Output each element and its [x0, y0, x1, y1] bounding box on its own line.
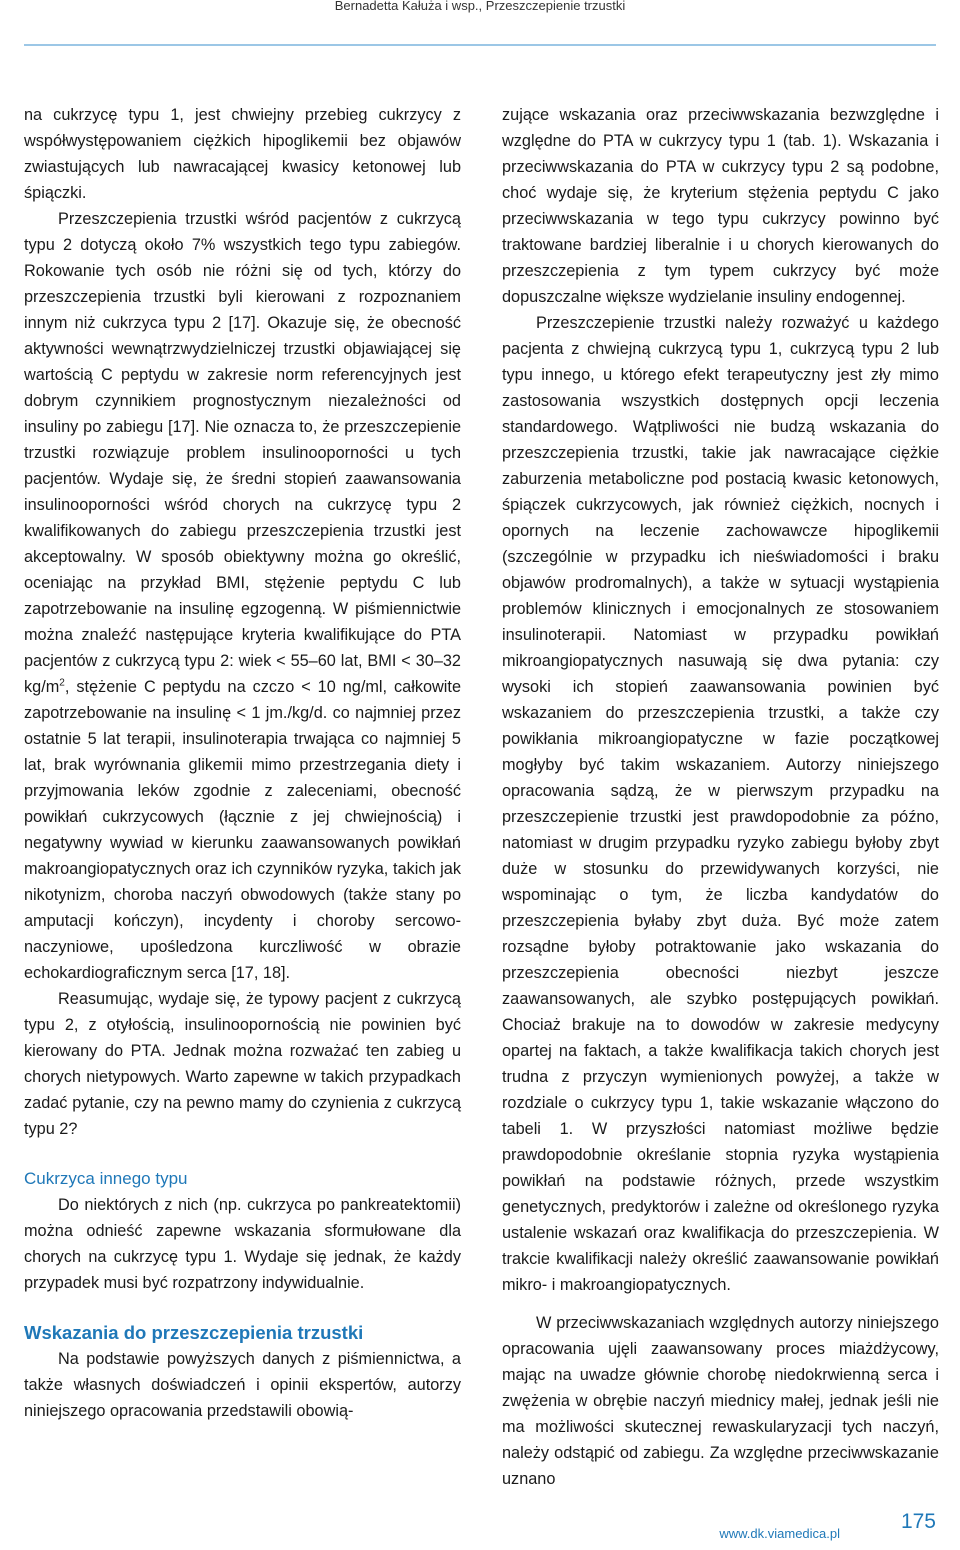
header-rule — [24, 44, 936, 46]
paragraph: Przeszczepienie trzustki należy rozważyć u każdego pacjenta z chwiejną cukrzycą typu 1, cukrzycą typu 2 lub typu innego, u którego efekt terapeutyczny jest zły mimo zastosowania wszystkich dostępnych opcji leczenia standardowego. Wątpliwości nie budzą wskazania do przeszczepienia trzustki, takie jak nawracające ciężkie zaburzenia metaboliczne pod postacią kwasic ketonowych, śpiączek cukrzycowych, jak również ciężkich, nocnych i opornych na leczenie zachowawcze hipoglikemii (szczególnie w przypadku ich nieświadomości i braku objawów prodromalnych), a także w sytuacji wystąpienia problemów klinicznych i emocjonalnych ze stosowaniem insulinoterapii. Natomiast w przypadku powikłań mikroangiopatycznych nasuwają się dwa pytania: czy wysoki ich stopień zaawansowania powinien być wskazaniem do przeszczepienia trzustki, a także czy powikłania mikroangiopatyczne w fazie początkowej mogłyby być takim wskazaniem. Autorzy niniejszego opracowania sądzą, że w pierwszym przypadku na przeszczepienie trzustki jest prawdopodobnie za późno, natomiast w drugim przypadku ryzyko zabiegu byłoby zbyt duże w stosunku do przewidywanych korzyści, nie wspominając o tym, że liczba kandydatów do przeszczepienia byłaby zbyt duża. Być może zatem rozsądne byłoby potraktowanie jako wskazania do przeszczepienia obecności niezbyt jeszcze zaawansowanych, ale szybko postępujących powikłań. Chociaż brakuje na to dowodów w zakresie medycyny opartej na faktach, a także kwalifikacja takich chorych jest trudna z przyczyn wymienionych powyżej, a także w rozdziale o cukrzycy typu 1, takie wskazanie włączono do tabeli 1. W przyszłości natomiast możliwe będzie prawdopodobnie określanie stopnia ryzyka wystąpienia powikłań na podstawie różnych, przede wszystkim genetycznych, predyktorów i zależne od określonego ryzyka ustalenie wskazań oraz kwalifikacja do przeszczepienia. W trakcie kwalifikacji należy określić zaawansowanie powikłań mikro- i makroangiopatycznych. — [502, 314, 939, 1294]
left-column — [24, 102, 461, 1424]
paragraph-text: Przeszczepienia trzustki wśród pacjentów z cukrzycą typu 2 dotyczą około 7% wszystkich tego typu zabiegów. Rokowanie tych osób nie różni się od tych, którzy do przeszczepienia trzustki byli kierowani z rozpoznaniem innym niż cukrzyca typu 2 [17]. Okazuje się, że obecność aktywności wewnątrzwydzielniczej trzustki objawiającej się wartością C peptydu w zakresie norm referencyjnych jest dobrym czynnikiem prognostycznym niezależności od insuliny po zabiegu [17]. Nie oznacza to, że przeszczepienie trzustki rozwiązuje problem insulinooporności u tych pacjentów. Wydaje się, że średni stopień zaawansowania insulinooporności wśród chorych na cukrzycę typu 2 kwalifikowanych do zabiegu przeszczepienia trzustki jest akceptowalny. W sposób obiektywny można go określić, oceniając na przykład BMI, stężenie peptydu C lub zapotrzebowanie na insulinę egzogenną. W piśmiennictwie można znaleźć następujące kryteria kwalifikujące do PTA pacjentów z cukrzycą typu 2: wiek < 55–60 lat, BMI < 30–32 kg/m — [24, 210, 461, 696]
running-head-authors: Bernadetta Kałuża i wsp. — [334, 0, 479, 13]
section-heading: Wskazania do przeszczepienia trzustki — [24, 1322, 364, 1343]
superscript: 2 — [59, 677, 65, 689]
running-head-title: Przeszczepienie trzustki — [485, 0, 626, 13]
running-head-separator: , — [478, 0, 483, 13]
paragraph: Reasumując, wydaje się, że typowy pacjent z cukrzycą typu 2, z otyłością, insulinoopornością nie powinien być kierowany do PTA. Jednak można rozważać ten zabieg u chorych nietypowych. Warto zapewne w takich przypadkach zadać pytanie, czy na pewno mamy do czynienia z cukrzycą typu 2? — [24, 990, 461, 1138]
section-subheading: Cukrzyca innego typu — [24, 1169, 188, 1188]
paragraph — [24, 206, 461, 986]
paragraph: zujące wskazania oraz przeciwwskazania bezwzględne i względne do PTA w cukrzycy typu 1 (tab. 1). Wskazania i przeciwwskazania do PTA w cukrzycy typu 2 są podobne, choć wydaje się, że kryterium stężenia peptydu C jako przeciwwskazania w tego typu cukrzycy powinno być traktowane bardziej liberalnie i u chorych kierowanych do przeszczepienia z tym typem cukrzycy być może dopuszczalne większe wydzielanie insuliny endogennej. — [502, 106, 939, 306]
running-head — [0, 0, 960, 12]
paragraph: W przeciwwskazaniach względnych autorzy niniejszego opracowania ujęli zaawansowany proces miażdżycowy, mając na uwadze głównie chorobę niedokrwienną serca i zwężenia w obrębie naczyń miednicy małej, jednak jeśli nie ma możliwości skutecznej rewaskularyzacji tych naczyń, należy odstąpić od zabiegu. Za względne przeciwwskazanie uznano — [502, 1314, 939, 1488]
paragraph: Na podstawie powyższych danych z piśmiennictwa, a także własnych doświadczeń i opinii ekspertów, autorzy niniejszego opracowania przedstawili obowią- — [24, 1350, 461, 1420]
paragraph: Do niektórych z nich (np. cukrzyca po pankreatektomii) można odnieść zapewne wskazania sformułowane dla chorych na cukrzycę typu 1. Wydaje się jednak, że każdy przypadek musi być rozpatrzony indywidualnie. — [24, 1196, 461, 1292]
page-number: 175 — [900, 1510, 936, 1533]
footer-url[interactable]: www.dk.viamedica.pl — [719, 1526, 840, 1541]
right-column — [502, 102, 939, 1492]
paragraph-text: , stężenie C peptydu na czczo < 10 ng/ml, całkowite zapotrzebowanie na insulinę < 1 jm./kg/d. co najmniej przez ostatnie 5 lat terapii, insulinoterapia trwająca co najmniej 5 lat, brak wyrównania glikemii mimo przestrzegania diety i przyjmowania leków zgodnie z zaleceniami, obecność powikłań cukrzycowych (łącznie z jej chwiejnością) i negatywny wywiad w kierunku zaawansowanych powikłań makroangiopatycznych oraz ich czynników ryzyka, takich jak nikotynizm, choroba naczyń obwodowych (także stany po amputacji kończyn), incydenty i choroby sercowo-naczyniowe, upośledzona kurczliwość w obrazie echokardiograficznym serca [17, 18]. — [24, 678, 461, 982]
paragraph: na cukrzycę typu 1, jest chwiejny przebieg cukrzycy z współwystępowaniem ciężkich hipoglikemii bez objawów zwiastujących lub nawracającej kwasicy ketonowej lub śpiączki. — [24, 106, 461, 202]
